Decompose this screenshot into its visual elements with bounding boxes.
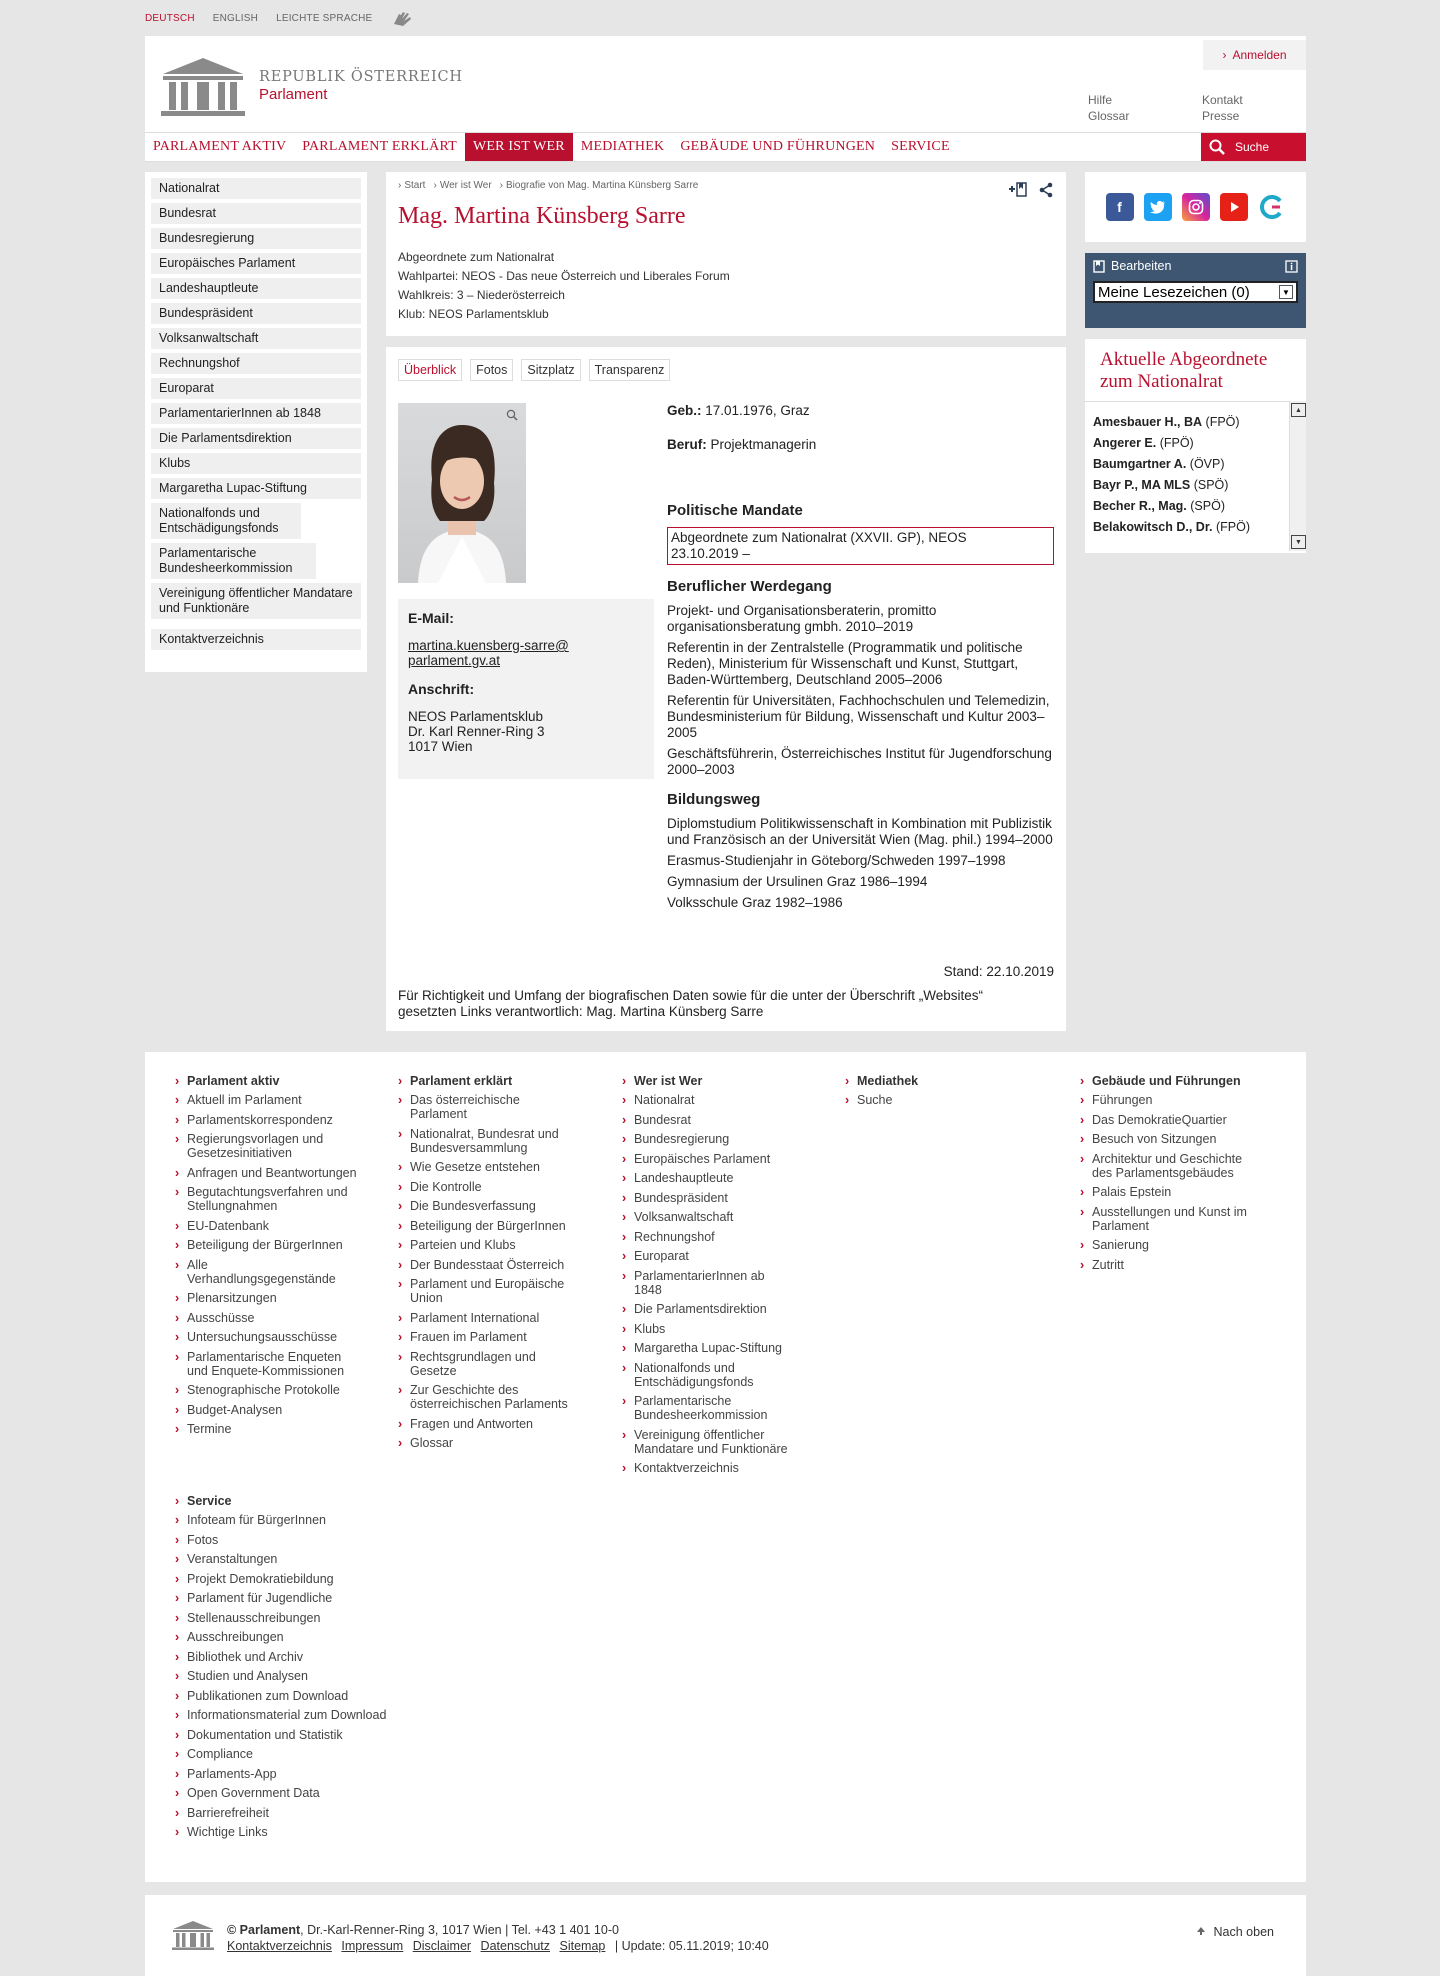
sidebar-item-landeshauptleute[interactable]: Landeshauptleute [151, 278, 361, 299]
bookmark-icon [1093, 260, 1105, 273]
occupation-info: Beruf: Projektmanagerin [667, 437, 817, 452]
sidebar-item-vereinigung[interactable]: Vereinigung öffentlicher Mandatare und Funktionäre [151, 583, 361, 619]
footer-link[interactable]: › Vereinigung öffentlicher Mandatare und Funktionäre [622, 1428, 807, 1456]
search-icon [1209, 139, 1225, 155]
sign-language-icon[interactable] [390, 8, 416, 28]
education-heading: Bildungsweg [667, 791, 761, 808]
bio-details [667, 403, 1054, 916]
footer-col-parlament-erklaert [398, 1074, 583, 1456]
sitemap-link[interactable]: Sitemap [559, 1939, 606, 1953]
career-item: Geschäftsführerin, Österreichisches Institut für Jugendforschung 2000–2003 [667, 746, 1052, 777]
footer-link[interactable]: › Publikationen zum Download [175, 1689, 415, 1703]
language-bar [145, 0, 416, 36]
footer-link[interactable]: › Stenographische Protokolle [175, 1383, 360, 1397]
footer-link[interactable]: › Infoteam für BürgerInnen [175, 1513, 415, 1527]
disclaimer-link[interactable]: Disclaimer [412, 1939, 472, 1953]
footer-link[interactable]: › Die Parlamentsdirektion [622, 1302, 807, 1316]
footer-link[interactable]: › Parlamentarische Bundesheerkommission [622, 1394, 782, 1422]
contact-links [1202, 92, 1243, 124]
mps-list [1085, 401, 1306, 551]
impressum-link[interactable]: Impressum [341, 1939, 404, 1953]
footer-link[interactable]: › Wie Gesetze entstehen [398, 1160, 583, 1174]
footer-imprint [227, 1922, 769, 1954]
footer-link[interactable]: › ParlamentarierInnen ab 1848 [622, 1269, 772, 1297]
add-bookmark-icon[interactable] [1008, 182, 1028, 198]
tab-ueberblick[interactable]: Überblick [398, 359, 462, 381]
contact-box [398, 599, 654, 779]
footer-link[interactable]: › EU-Datenbank [175, 1219, 360, 1233]
sidebar-item-bundesheerkommission[interactable]: Parlamentarische Bundesheerkommission [151, 543, 316, 579]
footer-link[interactable]: › Fotos [175, 1533, 415, 1547]
footer-heading[interactable]: › Wer ist Wer [622, 1074, 807, 1088]
footer-col-gebaeude [1080, 1074, 1280, 1277]
social-links [1085, 172, 1306, 242]
footer-link[interactable]: › Kontaktverzeichnis [622, 1461, 807, 1475]
portrait-photo[interactable] [398, 403, 526, 583]
info-icon[interactable] [1285, 260, 1298, 273]
footer-link[interactable]: › Das österreichische Parlament [398, 1093, 538, 1121]
footer-link[interactable]: › Untersuchungsausschüsse [175, 1330, 360, 1344]
footer-link[interactable]: › Alle Verhandlungsgegenstände [175, 1258, 340, 1286]
nav-service[interactable]: SERVICE [891, 139, 950, 154]
footer-link[interactable]: › Plenarsitzungen [175, 1291, 360, 1305]
footer-link[interactable]: › Compliance [175, 1747, 415, 1761]
footer-heading[interactable]: › Service [175, 1494, 415, 1508]
footer-link[interactable]: › Open Government Data [175, 1786, 415, 1800]
chevron-right-icon: › [1222, 48, 1227, 62]
nav-parlament-aktiv[interactable]: PARLAMENT AKTIV [153, 139, 287, 154]
press-link[interactable]: Presse [1202, 109, 1240, 123]
page-title: Mag. Martina Künsberg Sarre [398, 203, 686, 229]
bookmarks-select[interactable]: Meine Lesezeichen (0) ▼ [1093, 281, 1298, 303]
parliament-logo-icon [159, 54, 247, 118]
footer-link[interactable]: › Fragen und Antworten [398, 1417, 583, 1431]
sidebar-item-bundesregierung[interactable]: Bundesregierung [151, 228, 361, 249]
footer-col-service [175, 1494, 415, 1845]
footer-link[interactable]: › Nationalfonds und Entschädigungsfonds [622, 1361, 772, 1389]
education-item: Volksschule Graz 1982–1986 [667, 895, 843, 910]
sidebar-item-kontaktverzeichnis[interactable]: Kontaktverzeichnis [151, 629, 361, 650]
footer-link[interactable]: › Der Bundesstaat Österreich [398, 1258, 583, 1272]
footer-link[interactable]: › Parlamentskorrespondenz [175, 1113, 360, 1127]
arrow-up-icon [1196, 1926, 1206, 1936]
update-info: | Update: 05.11.2019; 10:40 [614, 1939, 769, 1953]
footer-col-wer-ist-wer [622, 1074, 807, 1481]
back-to-top-button[interactable]: Nach oben [1196, 1925, 1274, 1939]
bio-club: Klub: NEOS Parlamentsklub [398, 307, 549, 321]
footer-link[interactable]: › Landeshauptleute [622, 1171, 807, 1185]
footer-link[interactable]: › Parlaments-App [175, 1767, 415, 1781]
mp-item[interactable]: Baumgartner A. (ÖVP) [1093, 457, 1225, 471]
footer-link[interactable]: › Frauen im Parlament [398, 1330, 583, 1344]
footer-link[interactable]: › Regierungsvorlagen und Gesetzesinitiativen [175, 1132, 360, 1160]
sidebar-item-bundesrat[interactable]: Bundesrat [151, 203, 361, 224]
footer-link[interactable]: › Glossar [398, 1436, 583, 1450]
footer-link[interactable]: › Wichtige Links [175, 1825, 415, 1839]
footer-link[interactable]: › Parteien und Klubs [398, 1238, 583, 1252]
youtube-icon[interactable] [1220, 193, 1248, 221]
footer-link[interactable]: › Ausschreibungen [175, 1630, 415, 1644]
twitter-icon[interactable] [1144, 193, 1172, 221]
help-link[interactable]: Hilfe [1088, 93, 1113, 107]
footer-link[interactable]: › Bundesrat [622, 1113, 807, 1127]
career-item: Referentin für Universitäten, Fachhochschulen und Telemedizin, Bundesministerium für Bildung, Wissenschaft und Kultur 2003–2005 [667, 693, 1050, 740]
birth-info: Geb.: 17.01.1976, Graz [667, 403, 810, 418]
footer-link[interactable]: › Parlamentarische Enqueten und Enquete-Kommissionen [175, 1350, 350, 1378]
footer-link[interactable]: › Volksanwaltschaft [622, 1210, 807, 1224]
footer-link[interactable]: › Informationsmaterial zum Download [175, 1708, 415, 1722]
footer-link[interactable]: › Dokumentation und Statistik [175, 1728, 415, 1742]
footer-link[interactable]: › Führungen [1080, 1093, 1280, 1107]
mandate-entry: Abgeordnete zum Nationalrat (XXVII. GP), NEOS 23.10.2019 – [667, 527, 1054, 565]
sidebar [145, 172, 367, 672]
education-item: Diplomstudium Politikwissenschaft in Kombination mit Publizistik und Französisch an der Universität Wien (Mag. phil.) 1994–2000 [667, 816, 1053, 847]
footer-heading[interactable]: › Mediathek [845, 1074, 1030, 1088]
footer-link[interactable]: › Parlament International [398, 1311, 583, 1325]
contact-link[interactable]: Kontakt [1202, 93, 1243, 107]
share-icon[interactable] [1038, 182, 1054, 198]
footer-link[interactable]: › Palais Epstein [1080, 1185, 1280, 1199]
footer-col-mediathek [845, 1074, 1030, 1113]
footer-link[interactable]: › Besuch von Sitzungen [1080, 1132, 1280, 1146]
bio-district: Wahlkreis: 3 – Niederösterreich [398, 288, 565, 302]
bookmarks-header [1093, 259, 1298, 273]
footer-link[interactable]: › Studien und Analysen [175, 1669, 415, 1683]
sidebar-item-volksanwaltschaft[interactable]: Volksanwaltschaft [151, 328, 361, 349]
nav-mediathek[interactable]: MEDIATHEK [580, 139, 665, 154]
footer-link[interactable]: › Parlament und Europäische Union [398, 1277, 568, 1305]
sidebar-item-bundespraesident[interactable]: Bundespräsident [151, 303, 361, 324]
sidebar-item-klubs[interactable]: Klubs [151, 453, 361, 474]
bio-body-card [386, 347, 1066, 1031]
footer-link[interactable]: › Termine [175, 1422, 360, 1436]
kontaktverzeichnis-link[interactable]: Kontaktverzeichnis [227, 1939, 332, 1953]
footer-link[interactable]: › Bibliothek und Archiv [175, 1650, 415, 1664]
email-label: E-Mail: [408, 610, 454, 626]
footer-link[interactable]: › Budget-Analysen [175, 1403, 360, 1417]
scroll-down-icon[interactable]: ▼ [1291, 535, 1306, 549]
sidebar-item-eu-parlament[interactable]: Europäisches Parlament [151, 253, 361, 274]
footer-link[interactable]: › Margaretha Lupac-Stiftung [622, 1341, 807, 1355]
footer-heading[interactable]: › Parlament aktiv [175, 1074, 360, 1088]
address-label: Anschrift: [408, 681, 475, 697]
search-button[interactable]: Suche [1201, 133, 1306, 161]
footer-link[interactable]: › Architektur und Geschichte des Parlamentsgebäudes [1080, 1152, 1255, 1180]
sidebar-item-rechnungshof[interactable]: Rechnungshof [151, 353, 361, 374]
footer-link[interactable]: › Bundesregierung [622, 1132, 807, 1146]
footer-link[interactable]: › Parlament für Jugendliche [175, 1591, 415, 1605]
footer-link[interactable]: › Klubs [622, 1322, 807, 1336]
bookmarks-panel [1085, 253, 1306, 328]
lang-english[interactable]: ENGLISH [212, 12, 259, 24]
footer-link[interactable]: › Zutritt [1080, 1258, 1280, 1272]
zoom-icon[interactable] [506, 409, 518, 421]
footer-link[interactable]: › Europarat [622, 1249, 807, 1263]
footer-link[interactable]: › Ausschüsse [175, 1311, 360, 1325]
footer-link[interactable]: › Nationalrat, Bundesrat und Bundesversammlung [398, 1127, 573, 1155]
lang-deutsch[interactable]: DEUTSCH [145, 12, 195, 24]
login-button[interactable]: › Anmelden [1203, 40, 1306, 70]
bottom-bar [145, 1895, 1306, 1976]
tab-fotos[interactable]: Fotos [470, 359, 513, 381]
email-link[interactable]: martina.kuensberg-sarre@ parlament.gv.at [408, 638, 569, 668]
sidebar-item-lupac[interactable]: Margaretha Lupac-Stiftung [151, 478, 361, 499]
tab-transparenz[interactable]: Transparenz [589, 359, 671, 381]
nav-gebaeude[interactable]: GEBÄUDE UND FÜHRUNGEN [680, 139, 876, 154]
footer-link[interactable]: › Begutachtungsverfahren und Stellungnahmen [175, 1185, 360, 1213]
footer-link[interactable]: › Barrierefreiheit [175, 1806, 415, 1820]
mp-item[interactable]: Angerer E. (FPÖ) [1093, 436, 1194, 450]
breadcrumb-start[interactable]: › Start [398, 180, 425, 191]
bio-summary [398, 248, 1054, 324]
career-item: Referentin in der Zentralstelle (Programmatik und politische Reden), Ministerium für Wissenschaft und Kunst, Stuttgart, Baden-Württemberg, Deutschland 2005–2006 [667, 640, 1023, 687]
footer-col-parlament-aktiv [175, 1074, 360, 1442]
footer [145, 1052, 1306, 1882]
breadcrumb-current: › Biografie von Mag. Martina Künsberg Sarre [500, 180, 699, 191]
mp-item[interactable]: Bayr P., MA MLS (SPÖ) [1093, 478, 1229, 492]
footer-link[interactable]: › Europäisches Parlament [622, 1152, 807, 1166]
instagram-icon[interactable] [1182, 193, 1210, 221]
lang-easy[interactable]: LEICHTE SPRACHE [276, 12, 373, 24]
footer-link[interactable]: › Anfragen und Beantwortungen [175, 1166, 360, 1180]
mps-scrollbar[interactable] [1289, 401, 1306, 551]
footer-link[interactable]: › Ausstellungen und Kunst im Parlament [1080, 1205, 1265, 1233]
education-item: Erasmus-Studienjahr in Göteborg/Schweden 1997–1998 [667, 853, 1006, 868]
tab-sitzplatz[interactable]: Sitzplatz [521, 359, 580, 381]
datenschutz-link[interactable]: Datenschutz [480, 1939, 551, 1953]
person-photo-icon [398, 403, 526, 583]
scroll-up-icon[interactable]: ▲ [1291, 403, 1306, 417]
footer-link[interactable]: › Aktuell im Parlament [175, 1093, 360, 1107]
sidebar-item-parlamentarier[interactable]: ParlamentarierInnen ab 1848 [151, 403, 361, 424]
edit-bookmarks-link[interactable]: Bearbeiten [1111, 259, 1172, 273]
last-updated: Stand: 22.10.2019 [943, 964, 1054, 979]
breadcrumb [398, 180, 1054, 191]
footer-link[interactable]: › Nationalrat [622, 1093, 807, 1107]
sidebar-item-europarat[interactable]: Europarat [151, 378, 361, 399]
nav-wer-ist-wer[interactable]: WER IST WER [465, 133, 573, 161]
footer-link[interactable]: › Rechnungshof [622, 1230, 807, 1244]
education-item: Gymnasium der Ursulinen Graz 1986–1994 [667, 874, 928, 889]
footer-link[interactable]: › Rechtsgrundlagen und Gesetze [398, 1350, 548, 1378]
address: NEOS Parlamentsklub Dr. Karl Renner-Ring 3 1017 Wien [408, 709, 545, 754]
career-heading: Beruflicher Werdegang [667, 578, 832, 595]
site-header [145, 36, 1306, 132]
glossary-link[interactable]: Glossar [1088, 109, 1130, 123]
logo-subtitle: Parlament [259, 86, 328, 103]
copyright: © Parlament [227, 1923, 301, 1937]
footer-link[interactable]: › Stellenausschreibungen [175, 1611, 415, 1625]
mandates-heading: Politische Mandate [667, 502, 803, 519]
parliament-small-logo-icon [171, 1919, 215, 1951]
bio-header-card [386, 172, 1066, 336]
career-item: Projekt- und Organisationsberaterin, promitto organisationsberatung gmbh. 2010–2019 [667, 603, 937, 634]
current-mps-panel [1085, 339, 1306, 553]
bio-tabs [398, 359, 1054, 381]
footer-link[interactable]: › Das DemokratieQuartier [1080, 1113, 1280, 1127]
footer-link[interactable]: › Bundespräsident [622, 1191, 807, 1205]
footer-link[interactable]: › Die Kontrolle [398, 1180, 583, 1194]
footer-link[interactable]: › Suche [845, 1093, 1030, 1107]
footer-link[interactable]: › Sanierung [1080, 1238, 1280, 1252]
sidebar-item-parlamentsdirektion[interactable]: Die Parlamentsdirektion [151, 428, 361, 449]
mp-item[interactable]: Belakowitsch D., Dr. (FPÖ) [1093, 520, 1250, 534]
footer-link[interactable]: › Beteiligung der BürgerInnen [175, 1238, 360, 1252]
parliament-app-icon[interactable] [1258, 193, 1286, 221]
disclaimer: Für Richtigkeit und Umfang der biografischen Daten sowie für die unter der Überschrift „Websites“ gesetzten Links verantwortlich: Mag. Martina Künsberg Sarre [398, 988, 984, 1019]
footer-address: , Dr.-Karl-Renner-Ring 3, 1017 Wien | Tel. +43 1 401 10-0 [300, 1923, 619, 1937]
footer-heading[interactable]: › Gebäude und Führungen [1080, 1074, 1280, 1088]
footer-link[interactable]: › Beteiligung der BürgerInnen [398, 1219, 583, 1233]
bio-party: Wahlpartei: NEOS - Das neue Österreich und Liberales Forum [398, 269, 730, 283]
sidebar-item-nationalrat[interactable]: Nationalrat [151, 178, 361, 199]
main-nav [145, 132, 1306, 162]
footer-link[interactable]: › Projekt Demokratiebildung [175, 1572, 415, 1586]
footer-heading[interactable]: › Parlament erklärt [398, 1074, 583, 1088]
facebook-icon[interactable]: f [1106, 193, 1134, 221]
mp-item[interactable]: Becher R., Mag. (SPÖ) [1093, 499, 1225, 513]
sidebar-item-nationalfonds[interactable]: Nationalfonds und Entschädigungsfonds [151, 503, 301, 539]
logo[interactable] [159, 54, 463, 118]
nav-parlament-erklaert[interactable]: PARLAMENT ERKLÄRT [302, 139, 457, 154]
footer-link[interactable]: › Veranstaltungen [175, 1552, 415, 1566]
help-links [1088, 92, 1129, 124]
footer-link[interactable]: › Die Bundesverfassung [398, 1199, 583, 1213]
chevron-down-icon: ▼ [1279, 285, 1293, 299]
footer-link[interactable]: › Zur Geschichte des österreichischen Parlaments [398, 1383, 578, 1411]
logo-title: REPUBLIK ÖSTERREICH [259, 69, 463, 85]
mp-item[interactable]: Amesbauer H., BA (FPÖ) [1093, 415, 1240, 429]
breadcrumb-wer-ist-wer[interactable]: › Wer ist Wer [433, 180, 491, 191]
bio-role: Abgeordnete zum Nationalrat [398, 250, 555, 264]
mps-title: Aktuelle Abgeordnete zum Nationalrat [1100, 349, 1268, 392]
